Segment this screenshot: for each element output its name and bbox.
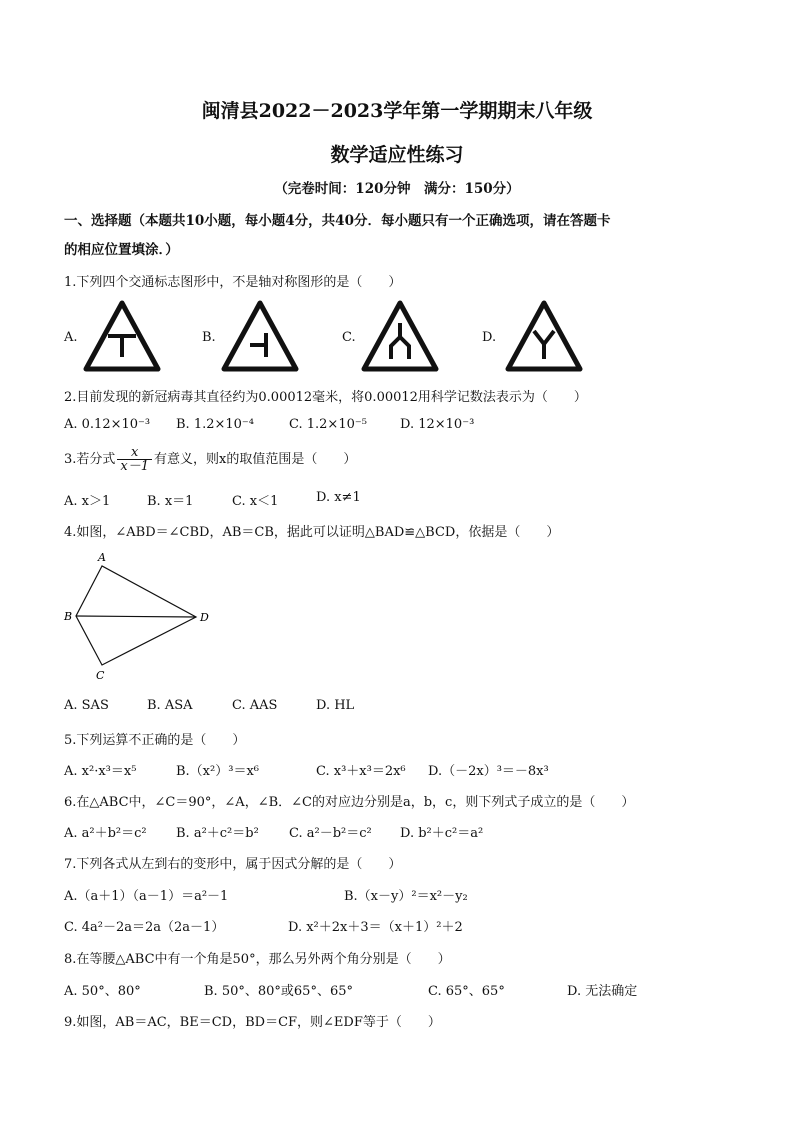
sign-a-t-junction xyxy=(82,299,162,373)
q5-stem: 5.下列运算不正确的是（ ） xyxy=(64,733,246,748)
q9-stem: 9.如图，AB＝AC，BE＝CD，BD＝CF，则∠EDF等于（ ） xyxy=(64,1015,441,1030)
q8-option-a: A. 50°、80° xyxy=(64,984,141,999)
exam-info: （完卷时间：120分钟 满分：150分） xyxy=(274,181,520,197)
q5-option-d: D.（－2x）³＝－8x³ xyxy=(428,764,549,779)
sign-b-side-road xyxy=(220,299,300,373)
q3-option-b: B. x＝1 xyxy=(147,494,194,509)
q2-option-d: D. 12×10⁻³ xyxy=(400,417,475,432)
q3-fraction xyxy=(117,446,152,473)
q5-option-c: C. x³＋x³＝2x⁶ xyxy=(316,764,406,779)
q5-option-a: A. x²·x³＝x⁵ xyxy=(64,764,137,779)
q7-option-d: D. x²＋2x＋3＝（x＋1）²＋2 xyxy=(288,920,463,935)
q2-stem: 2.目前发现的新冠病毒其直径约为0.00012毫米，将0.00012用科学记数法表示为（ ） xyxy=(64,390,587,405)
sign-d-y-junction xyxy=(504,299,584,373)
q8-option-b: B. 50°、80°或65°、65° xyxy=(204,984,353,999)
q1-label-c: C. xyxy=(342,330,356,345)
q3-numerator: x xyxy=(117,446,152,460)
q3-option-c: C. x＜1 xyxy=(232,494,279,509)
q8-option-d: D. 无法确定 xyxy=(567,984,638,999)
q2-option-a: A. 0.12×10⁻³ xyxy=(64,417,151,432)
q1-label-d: D. xyxy=(482,330,497,345)
q6-option-d: D. b²＋c²＝a² xyxy=(400,826,484,841)
sign-c-merge xyxy=(360,299,440,373)
q8-option-c: C. 65°、65° xyxy=(428,984,505,999)
q4-option-a: A. SAS xyxy=(64,698,109,713)
q6-option-c: C. a²－b²＝c² xyxy=(289,826,372,841)
q4-option-c: C. AAS xyxy=(232,698,278,713)
q1-label-b: B. xyxy=(202,330,216,345)
q4-label-b: B xyxy=(64,610,73,623)
q3-suffix: 有意义，则x的取值范围是（ ） xyxy=(154,452,357,467)
q7-option-a: A.（a＋1）（a－1）＝a²－1 xyxy=(64,889,229,904)
q3-stem xyxy=(64,446,356,473)
q7-option-b: B.（x－y）²＝x²－y₂ xyxy=(344,889,468,904)
q7-stem: 7.下列各式从左到右的变形中，属于因式分解的是（ ） xyxy=(64,857,402,872)
q2-option-c: C. 1.2×10⁻⁵ xyxy=(289,417,367,432)
q1-stem: 1.下列四个交通标志图形中，不是轴对称图形的是（ ） xyxy=(64,275,402,290)
q4-label-d: D xyxy=(200,611,209,624)
q4-option-b: B. ASA xyxy=(147,698,193,713)
section-heading-line2: 的相应位置填涂．） xyxy=(64,242,179,258)
exam-subtitle: 数学适应性练习 xyxy=(330,144,464,166)
q6-option-b: B. a²＋c²＝b² xyxy=(176,826,259,841)
q4-label-a: A xyxy=(98,551,106,564)
exam-title: 闽清县2022－2023学年第一学期期末八年级 xyxy=(201,100,593,122)
q4-label-c: C xyxy=(96,669,105,682)
q4-figure-quadrilateral xyxy=(62,550,218,685)
q3-option-a: A. x＞1 xyxy=(64,494,111,509)
q2-option-b: B. 1.2×10⁻⁴ xyxy=(176,417,254,432)
q6-stem: 6.在△ABC中，∠C＝90°，∠A，∠B．∠C的对应边分别是a，b，c，则下列式子成立的是（ ） xyxy=(64,795,635,810)
q4-stem: 4.如图，∠ABD＝∠CBD，AB＝CB，据此可以证明△BAD≌△BCD，依据是（ ） xyxy=(64,525,560,540)
section-heading-line1: 一、选择题（本题共10小题，每小题4分，共40分．每小题只有一个正确选项，请在答题卡 xyxy=(64,213,611,229)
q7-option-c: C. 4a²－2a＝2a（2a－1） xyxy=(64,920,225,935)
q3-prefix: 3.若分式 xyxy=(64,452,116,467)
q3-option-d: D. x≠1 xyxy=(316,490,361,505)
q1-label-a: A. xyxy=(64,330,78,345)
q3-denominator: x－1 xyxy=(120,459,150,474)
q5-option-b: B.（x²）³＝x⁶ xyxy=(176,764,259,779)
q4-option-d: D. HL xyxy=(316,698,355,713)
q6-option-a: A. a²＋b²＝c² xyxy=(64,826,147,841)
q8-stem: 8.在等腰△ABC中有一个角是50°，那么另外两个角分别是（ ） xyxy=(64,952,451,967)
